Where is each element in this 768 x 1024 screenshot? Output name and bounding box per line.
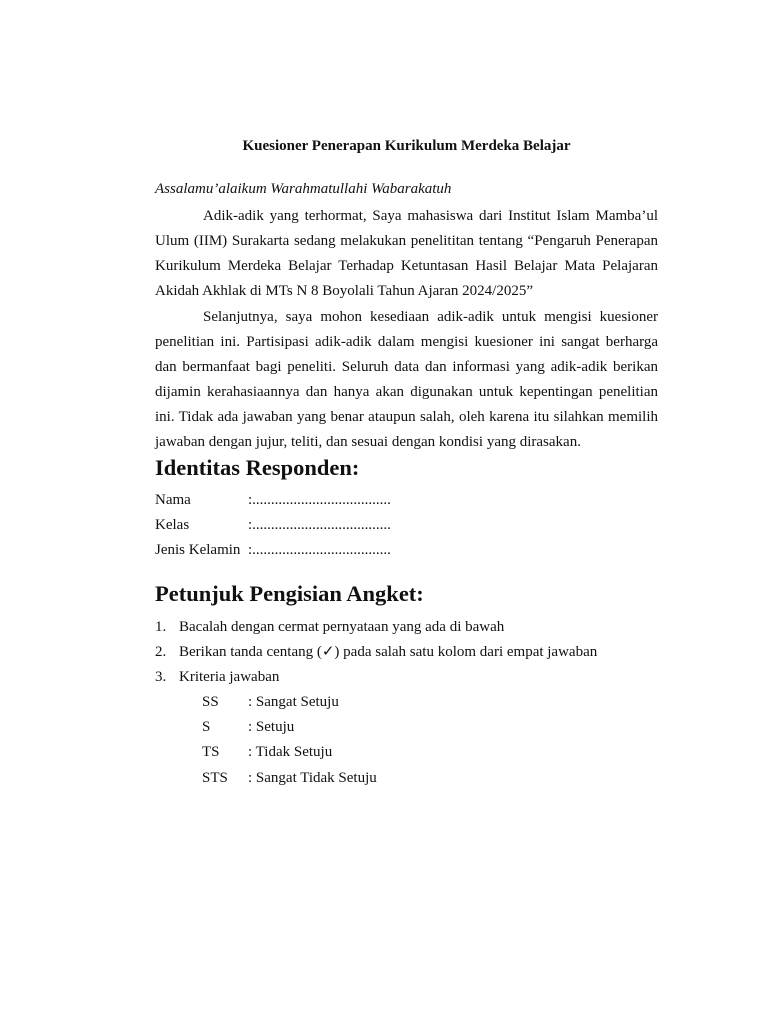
intro-paragraph: Adik-adik yang terhormat, Saya mahasiswa dari Institut Islam Mamba’ul Ulum (IIM) Surakarta sedang melakukan penelititan tentang “Pengaruh Penerapan Kurikulum Merdeka Belajar Terhadap Ketuntasan Hasil Belajar Mata Pelajaran Akidah Akhlak di MTs N 8 Boyolali Tahun Ajaran 2024/2025” [155,208,658,299]
list-item [155,667,279,687]
list-item [155,617,504,637]
list-number: 2. [155,644,167,660]
field-label: Jenis Kelamin [155,542,241,558]
field-nama [155,490,391,510]
field-jenis-kelamin [155,540,391,560]
field-blank: :..................................... [248,492,391,508]
criteria-desc: : Sangat Tidak Setuju [248,770,377,786]
criteria-code: S [202,719,211,735]
petunjuk-heading: Petunjuk Pengisian Angket: [155,581,424,606]
criteria-code: SS [202,694,219,710]
greeting: Assalamu’alaikum Warahmatullahi Wabarakatuh [155,181,452,197]
list-text: Berikan tanda centang (✓) pada salah satu kolom dari empat jawaban [179,644,598,660]
criteria-code: TS [202,744,220,760]
criteria-desc: : Setuju [248,719,295,735]
criteria-item [202,692,339,712]
list-item [155,642,597,662]
criteria-item [202,742,332,762]
criteria-desc: : Sangat Setuju [248,694,339,710]
field-blank: :..................................... [248,517,391,533]
instruction-paragraph: Selanjutnya, saya mohon kesediaan adik-adik untuk mengisi kuesioner penelitian ini. Partisipasi adik-adik dalam mengisi kuesioner ini sangat berharga dan bermanfaat bagi peneliti. Seluruh data dan informasi yang adik-adik berikan dijamin kerahasiaannya dan hanya akan digunakan untuk kepentingan penelitian ini. Tidak ada jawaban yang benar ataupun salah, oleh karena itu silahkan memilih jawaban dengan jujur, teliti, dan sesuai dengan kondisi yang dirasakan. [155,309,658,450]
field-label: Kelas [155,517,190,533]
field-blank: :..................................... [248,542,391,558]
document-page [155,0,658,1024]
list-number: 1. [155,619,167,635]
criteria-item [202,768,377,788]
list-text: Bacalah dengan cermat pernyataan yang ada di bawah [179,619,505,635]
identitas-heading: Identitas Responden: [155,455,360,480]
list-number: 3. [155,669,167,685]
criteria-code: STS [202,770,228,786]
field-label: Nama [155,492,191,508]
list-text: Kriteria jawaban [179,669,280,685]
field-kelas [155,515,391,535]
criteria-item [202,717,294,737]
criteria-desc: : Tidak Setuju [248,744,333,760]
document-title: Kuesioner Penerapan Kurikulum Merdeka Belajar [242,138,571,154]
